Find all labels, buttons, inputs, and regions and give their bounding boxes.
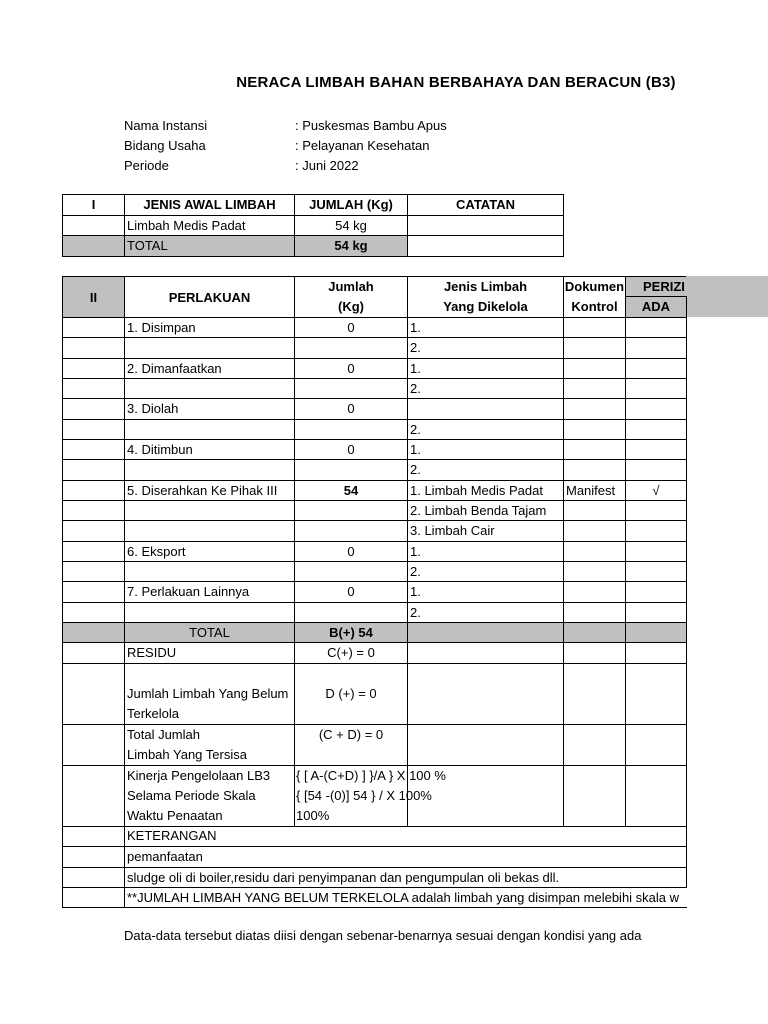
table2-cell-jenis: 1.: [408, 542, 564, 562]
table1-total-label: TOTAL: [125, 236, 295, 257]
table2-cell-perlakuan: [125, 501, 295, 521]
table2-cell-dok: [564, 460, 626, 481]
table2-cell-perlakuan: [125, 420, 295, 440]
perizinan-header-fill: [686, 276, 768, 317]
table2-cell-perlakuan: [125, 562, 295, 582]
table2-cell: [63, 725, 125, 766]
table2-cell-ada: [626, 420, 687, 440]
table2-cell-jumlah: 0: [295, 318, 408, 338]
table2-cell: [564, 766, 626, 827]
info-label: Nama Instansi: [124, 118, 208, 133]
info-label: Periode: [124, 158, 169, 173]
table2-cell-jumlah: 0: [295, 440, 408, 460]
table2-cell-jumlah: 0: [295, 359, 408, 379]
footer-statement: Data-data tersebut diatas diisi dengan sebenar-benarnya sesuai dengan kondisi yang ada: [124, 928, 642, 943]
table2-cell-dok: [564, 420, 626, 440]
table2-kinerja-label-line3: Waktu Penaatan: [127, 808, 223, 823]
table2-residu-value: C(+) = 0: [295, 643, 408, 664]
table2-cell-ada: [626, 359, 687, 379]
table2-cell: [626, 725, 687, 766]
table2-cell-perlakuan: [125, 521, 295, 542]
table2-cell: [63, 359, 125, 379]
table1-cell-jumlah: 54 kg: [295, 216, 408, 236]
table2-cell-dok: [564, 359, 626, 379]
table2-cell: [63, 521, 125, 542]
info-row-bidang-usaha: [124, 136, 524, 156]
table2-cell: [63, 481, 125, 501]
table2-kinerja-label-line1: Kinerja Pengelolaan LB3: [127, 768, 271, 783]
table2-cell: [63, 318, 125, 338]
table2-cell: [564, 664, 626, 725]
table2-cell-dok: [564, 521, 626, 542]
table2-cell-jenis: 2.: [408, 379, 564, 399]
table2-cell-perlakuan: [125, 460, 295, 481]
table1-cell: [63, 216, 125, 236]
table2-cell-jumlah: [295, 379, 408, 399]
table2-cell: [63, 420, 125, 440]
table2-belum-label: [125, 664, 295, 725]
table2-cell-jenis: 2.: [408, 460, 564, 481]
table2-keterangan: KETERANGAN: [125, 827, 687, 847]
table2-tersisa-label: [125, 725, 295, 766]
table2-cell: [626, 623, 687, 643]
table2-header-dokumen-line1: Dokumen: [564, 279, 625, 294]
table2-cell: [63, 338, 125, 359]
table2-belum-value: D (+) = 0: [295, 664, 408, 725]
header-info: [124, 116, 524, 176]
table1-total-catatan: [408, 236, 564, 257]
table2-kinerja-formula: [296, 766, 546, 826]
table2-cell-ada: [626, 521, 687, 542]
table2-belum-label-line2: Terkelola: [127, 706, 180, 721]
table2-cell-jenis: [408, 399, 564, 420]
table2-header-jenis-line2: Yang Dikelola: [443, 299, 528, 314]
table2-header-perizinan: PERIZI: [626, 277, 687, 297]
info-value: : Juni 2022: [295, 158, 359, 173]
table2-cell-jenis: 1.: [408, 582, 564, 603]
table2-cell: [63, 542, 125, 562]
table2-cell-dok: [564, 379, 626, 399]
table2-kinerja-formula-line3: 100%: [296, 808, 330, 823]
table2-belum-label-line1: Jumlah Limbah Yang Belum: [127, 686, 289, 701]
table2-cell: [408, 725, 564, 766]
table2-cell: [564, 623, 626, 643]
table2-header-dokumen-line2: Kontrol: [571, 299, 618, 314]
table2-cell-perlakuan: 4. Ditimbun: [125, 440, 295, 460]
table1-cell: [63, 236, 125, 257]
table2-cell-perlakuan: [125, 338, 295, 359]
table2-cell-perlakuan: 5. Diserahkan Ke Pihak III: [125, 481, 295, 501]
table1-total-value: 54 kg: [295, 236, 408, 257]
table2-cell: [408, 664, 564, 725]
table2-cell-perlakuan: 2. Dimanfaatkan: [125, 359, 295, 379]
table2-header-jumlah-line2: (Kg): [338, 299, 364, 314]
table2-cell: [63, 623, 125, 643]
table2-cell-perlakuan: 3. Diolah: [125, 399, 295, 420]
table2-header-jumlah-line1: Jumlah: [328, 279, 374, 294]
table2-cell-perlakuan: [125, 603, 295, 623]
table2-roman: II: [63, 277, 125, 318]
table2-cell: [63, 827, 125, 847]
table2-cell-jenis: 2.: [408, 338, 564, 359]
table2-cell-ada: [626, 399, 687, 420]
table2-cell-ada: [626, 542, 687, 562]
table2-cell-dok: [564, 603, 626, 623]
table2-cell: [63, 501, 125, 521]
table2-cell-jumlah: 0: [295, 582, 408, 603]
table2-cell-dok: Manifest: [564, 481, 626, 501]
table2-cell-perlakuan: [125, 379, 295, 399]
table2-cell: [63, 379, 125, 399]
table2-cell-jumlah: [295, 521, 408, 542]
table2-cell: [63, 766, 125, 827]
table2-tersisa-label-line1: Total Jumlah: [127, 727, 200, 742]
table2-kinerja-formula-line1: { [ A-(C+D) ] }/A } X 100 %: [296, 768, 446, 783]
table2-cell-dok: [564, 501, 626, 521]
info-value: : Pelayanan Kesehatan: [295, 138, 430, 153]
table2-cell: [63, 888, 125, 908]
table2-cell-jumlah: [295, 562, 408, 582]
table2-note-2: sludge oli di boiler,residu dari penyimpanan dan pengumpulan oli bekas dll.: [125, 868, 687, 888]
table2-cell-ada: [626, 582, 687, 603]
table2-cell: [63, 603, 125, 623]
table2-cell: [63, 664, 125, 725]
info-label: Bidang Usaha: [124, 138, 206, 153]
table2-cell: [63, 847, 125, 868]
table2-cell-ada: [626, 562, 687, 582]
table2-cell: [63, 460, 125, 481]
table2-cell-jumlah: 0: [295, 399, 408, 420]
table2-cell-ada: √: [626, 481, 687, 501]
table-jenis-awal-limbah: [62, 194, 564, 257]
table2-cell: [564, 643, 626, 664]
table2-cell-perlakuan: 1. Disimpan: [125, 318, 295, 338]
table2-cell-jumlah: [295, 338, 408, 359]
table2-kinerja-label: [125, 766, 295, 827]
table2-cell-ada: [626, 460, 687, 481]
table2-note-3: **JUMLAH LIMBAH YANG BELUM TERKELOLA adalah limbah yang disimpan melebihi skala w: [125, 888, 687, 908]
table2-cell-ada: [626, 603, 687, 623]
info-row-periode: [124, 156, 524, 176]
table1-header-jumlah: JUMLAH (Kg): [295, 195, 408, 216]
table1-roman: I: [63, 195, 125, 216]
table2-cell-dok: [564, 440, 626, 460]
table1-cell-jenis: Limbah Medis Padat: [125, 216, 295, 236]
table2-cell: [63, 399, 125, 420]
table2-cell-dok: [564, 562, 626, 582]
table2-header-dokumen: [564, 277, 626, 318]
table2-cell-jenis: 1.: [408, 440, 564, 460]
table2-cell-jenis: 2. Limbah Benda Tajam: [408, 501, 564, 521]
table2-cell: [626, 664, 687, 725]
table2-cell-jumlah: [295, 460, 408, 481]
table2-cell-jumlah: 0: [295, 542, 408, 562]
table2-cell-dok: [564, 542, 626, 562]
table2-total-label: TOTAL: [125, 623, 295, 643]
table2-cell: [626, 643, 687, 664]
table2-cell-jumlah: [295, 420, 408, 440]
table2-cell-jumlah: 54: [295, 481, 408, 501]
table2-cell-ada: [626, 501, 687, 521]
info-value: : Puskesmas Bambu Apus: [295, 118, 447, 133]
table2-header-ada: ADA: [626, 297, 687, 318]
table2-cell: [408, 643, 564, 664]
table2-cell-perlakuan: 6. Eksport: [125, 542, 295, 562]
page-title: NERACA LIMBAH BAHAN BERBAHAYA DAN BERACUN (B3): [236, 74, 676, 91]
table2-header-perlakuan: PERLAKUAN: [125, 277, 295, 318]
table2-kinerja-label-line2: Selama Periode Skala: [127, 788, 256, 803]
table2-cell-jenis: 2.: [408, 562, 564, 582]
table2-cell-jenis: 2.: [408, 420, 564, 440]
table-perlakuan: [62, 276, 686, 908]
table2-header-jenis-line1: Jenis Limbah: [443, 279, 528, 294]
table2-cell-jenis: 1. Limbah Medis Padat: [408, 481, 564, 501]
info-row-instansi: [124, 116, 524, 136]
table2-cell-jenis: 1.: [408, 359, 564, 379]
table2-cell-ada: [626, 338, 687, 359]
table2-tersisa-value: (C + D) = 0: [295, 725, 408, 766]
table2-cell-perlakuan: 7. Perlakuan Lainnya: [125, 582, 295, 603]
table1-header-catatan: CATATAN: [408, 195, 564, 216]
table2-cell: [626, 766, 687, 827]
table1-header-jenis: JENIS AWAL LIMBAH: [125, 195, 295, 216]
table2-tersisa-label-line2: Limbah Yang Tersisa: [127, 747, 247, 762]
table2-cell-jenis: 2.: [408, 603, 564, 623]
table2-cell-dok: [564, 318, 626, 338]
table2-cell-jumlah: [295, 603, 408, 623]
table2-cell: [63, 868, 125, 888]
table2-cell: [63, 643, 125, 664]
table2-cell: [63, 562, 125, 582]
table2-cell-dok: [564, 399, 626, 420]
table2-cell-jenis: 1.: [408, 318, 564, 338]
table2-cell: [63, 440, 125, 460]
table2-header-jumlah: [295, 277, 408, 318]
table2-cell-ada: [626, 318, 687, 338]
table2-cell-dok: [564, 582, 626, 603]
table2-kinerja-formula-line2: { [54 -(0)] 54 } / X 100%: [296, 788, 432, 803]
table2-note-1: pemanfaatan: [125, 847, 687, 868]
table2-total-value: B(+) 54: [295, 623, 408, 643]
table1-cell-catatan: [408, 216, 564, 236]
table2-cell-ada: [626, 379, 687, 399]
table2-cell: [564, 725, 626, 766]
table2-header-jenis: [408, 277, 564, 318]
table2-cell: [408, 623, 564, 643]
table2-residu-label: RESIDU: [125, 643, 295, 664]
table2-cell-jumlah: [295, 501, 408, 521]
table2-cell: [63, 582, 125, 603]
table2-cell-ada: [626, 440, 687, 460]
table2-cell-jenis: 3. Limbah Cair: [408, 521, 564, 542]
table2-cell-dok: [564, 338, 626, 359]
